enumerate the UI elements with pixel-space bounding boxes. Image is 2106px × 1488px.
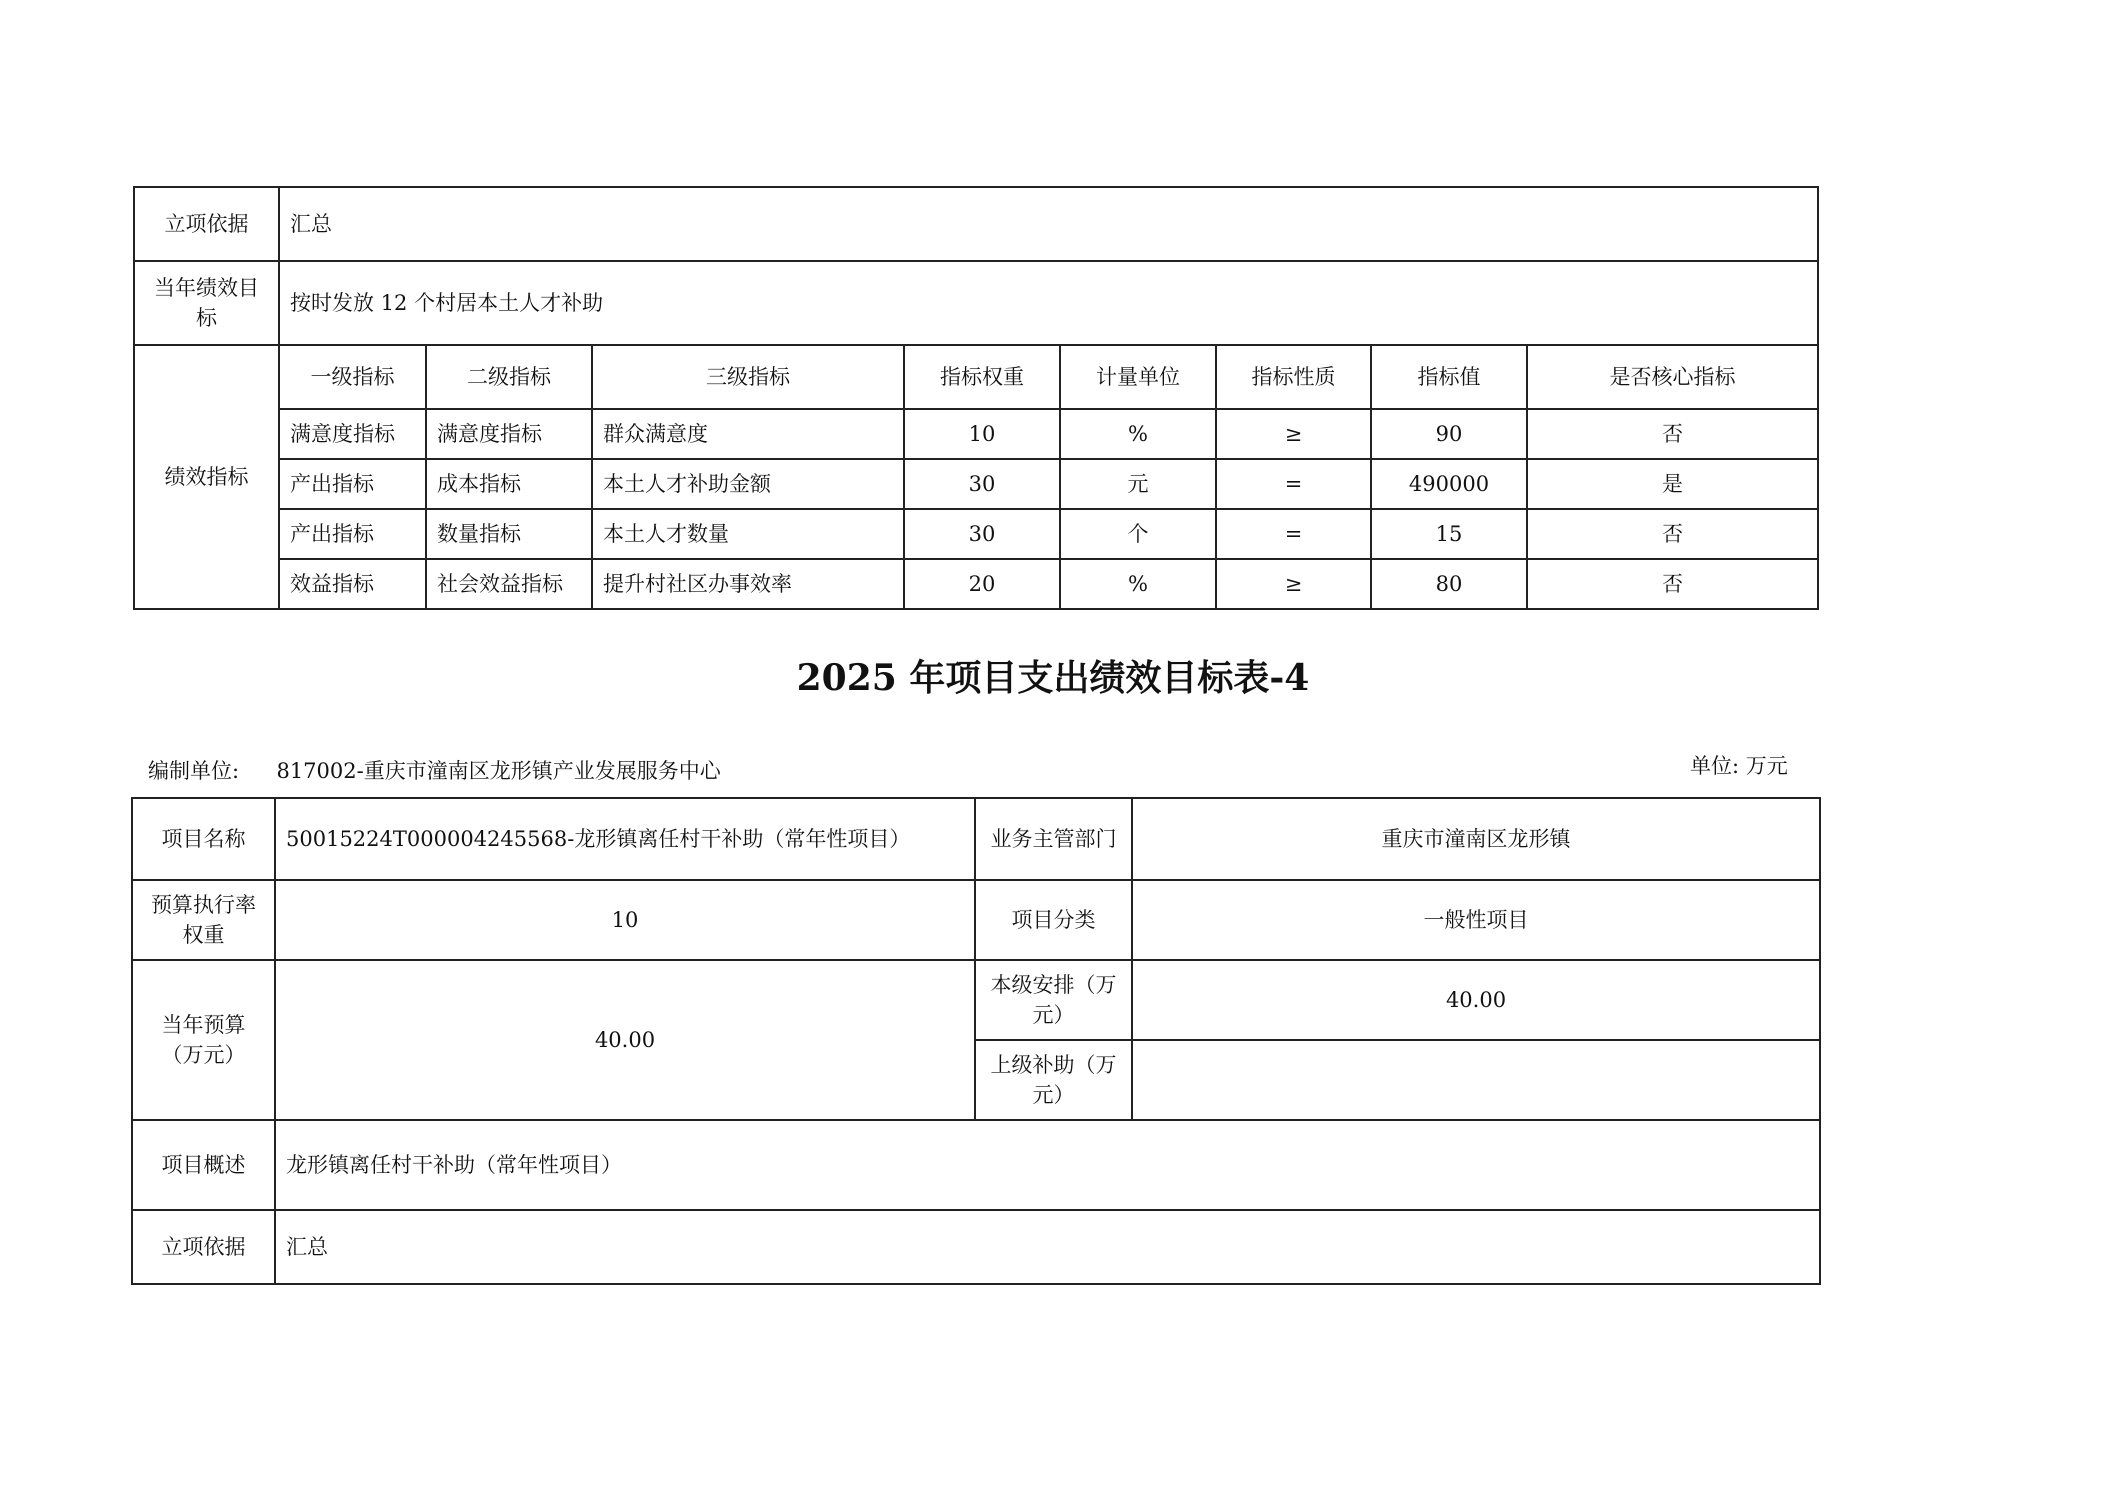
project-info-table bbox=[131, 797, 1821, 1285]
own-arrangement-value: 40.00 bbox=[1132, 960, 1820, 1040]
indicator-value: 90 bbox=[1371, 409, 1527, 459]
indicator-row bbox=[134, 459, 1818, 509]
org-value: 817002-重庆市潼南区龙形镇产业发展服务中心 bbox=[276, 759, 721, 783]
indicators-row-label: 绩效指标 bbox=[134, 345, 279, 609]
overview-label: 项目概述 bbox=[132, 1120, 275, 1210]
indicator-weight: 10 bbox=[904, 409, 1060, 459]
indicator-nature: ≥ bbox=[1216, 559, 1371, 609]
basis-label: 立项依据 bbox=[134, 187, 279, 261]
project-name-label: 项目名称 bbox=[132, 798, 275, 880]
header-weight: 指标权重 bbox=[904, 345, 1060, 409]
budget-value: 40.00 bbox=[275, 960, 975, 1120]
indicator-core: 否 bbox=[1527, 409, 1818, 459]
indicator-nature: = bbox=[1216, 509, 1371, 559]
indicator-value: 15 bbox=[1371, 509, 1527, 559]
indicator-weight: 20 bbox=[904, 559, 1060, 609]
superior-subsidy-value bbox=[1132, 1040, 1820, 1120]
indicator-core: 否 bbox=[1527, 509, 1818, 559]
indicator-level2: 数量指标 bbox=[426, 509, 592, 559]
indicator-row bbox=[134, 409, 1818, 459]
indicator-weight: 30 bbox=[904, 459, 1060, 509]
category-value: 一般性项目 bbox=[1132, 880, 1820, 960]
org-line bbox=[148, 755, 721, 785]
header-level2: 二级指标 bbox=[426, 345, 592, 409]
superior-subsidy-label: 上级补助（万元） bbox=[975, 1040, 1132, 1120]
category-label: 项目分类 bbox=[975, 880, 1132, 960]
indicator-level2: 成本指标 bbox=[426, 459, 592, 509]
indicator-core: 是 bbox=[1527, 459, 1818, 509]
goal-label: 当年绩效目标 bbox=[134, 261, 279, 345]
department-label: 业务主管部门 bbox=[975, 798, 1132, 880]
indicator-level2: 社会效益指标 bbox=[426, 559, 592, 609]
overview-value: 龙形镇离任村干补助（常年性项目） bbox=[275, 1120, 1820, 1210]
indicator-level1: 产出指标 bbox=[279, 509, 426, 559]
indicator-level3: 本土人才补助金额 bbox=[592, 459, 904, 509]
header-level1: 一级指标 bbox=[279, 345, 426, 409]
indicator-nature: ≥ bbox=[1216, 409, 1371, 459]
indicator-level3: 群众满意度 bbox=[592, 409, 904, 459]
top-performance-table bbox=[133, 186, 1819, 610]
indicator-core: 否 bbox=[1527, 559, 1818, 609]
bottom-basis-value: 汇总 bbox=[275, 1210, 1820, 1284]
indicator-value: 80 bbox=[1371, 559, 1527, 609]
own-arrangement-label: 本级安排（万元） bbox=[975, 960, 1132, 1040]
org-label: 编制单位: bbox=[148, 759, 240, 783]
indicator-nature: = bbox=[1216, 459, 1371, 509]
indicator-level2: 满意度指标 bbox=[426, 409, 592, 459]
bottom-basis-label: 立项依据 bbox=[132, 1210, 275, 1284]
budget-label: 当年预算（万元） bbox=[132, 960, 275, 1120]
page-title: 2025 年项目支出绩效目标表-4 bbox=[796, 657, 1310, 699]
indicator-row bbox=[134, 559, 1818, 609]
indicator-row bbox=[134, 509, 1818, 559]
header-level3: 三级指标 bbox=[592, 345, 904, 409]
indicator-unit: 元 bbox=[1060, 459, 1216, 509]
indicator-unit: % bbox=[1060, 409, 1216, 459]
indicator-level3: 本土人才数量 bbox=[592, 509, 904, 559]
indicator-level3: 提升村社区办事效率 bbox=[592, 559, 904, 609]
goal-value: 按时发放 12 个村居本土人才补助 bbox=[279, 261, 1818, 345]
indicator-unit: 个 bbox=[1060, 509, 1216, 559]
indicator-unit: % bbox=[1060, 559, 1216, 609]
indicator-level1: 效益指标 bbox=[279, 559, 426, 609]
indicator-level1: 产出指标 bbox=[279, 459, 426, 509]
unit-label: 单位: 万元 bbox=[1690, 754, 1788, 778]
project-name-value: 50015224T000004245568-龙形镇离任村干补助（常年性项目） bbox=[275, 798, 975, 880]
department-value: 重庆市潼南区龙形镇 bbox=[1132, 798, 1820, 880]
exec-weight-value: 10 bbox=[275, 880, 975, 960]
header-unit: 计量单位 bbox=[1060, 345, 1216, 409]
header-value: 指标值 bbox=[1371, 345, 1527, 409]
indicator-weight: 30 bbox=[904, 509, 1060, 559]
basis-value: 汇总 bbox=[279, 187, 1818, 261]
exec-weight-label: 预算执行率权重 bbox=[132, 880, 275, 960]
header-core: 是否核心指标 bbox=[1527, 345, 1818, 409]
indicator-value: 490000 bbox=[1371, 459, 1527, 509]
indicator-level1: 满意度指标 bbox=[279, 409, 426, 459]
header-nature: 指标性质 bbox=[1216, 345, 1371, 409]
